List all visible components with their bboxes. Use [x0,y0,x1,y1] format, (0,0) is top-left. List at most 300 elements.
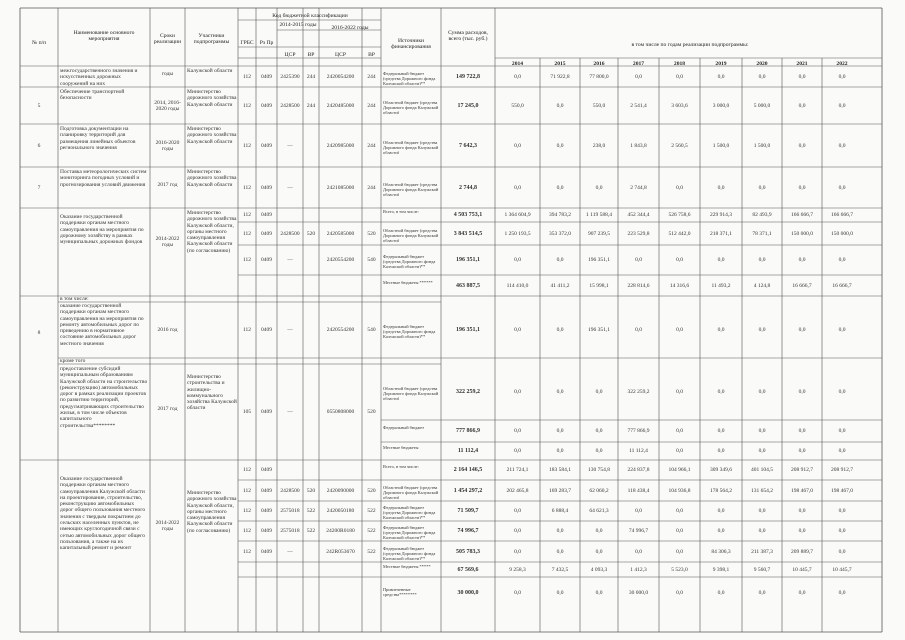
year-value-2016: 77 800,0 [589,73,609,80]
year-value-2019: 218 371,1 [710,230,732,237]
header-period: Сроки реализации [153,33,182,46]
year-value-2020: 211 387,3 [751,548,773,555]
header-no: № п/п [31,40,47,46]
row-participants: Министерство дорожного хозяйства Калужской области [187,169,237,188]
rzpr-cell: 0409 [261,487,272,494]
year-value-2020: 401 104,5 [751,467,773,473]
header-year-2022: 2022 [836,61,848,67]
header-csr-2: ЦСР [335,52,346,58]
year-value-2020: 0,0 [758,327,766,333]
year-value-2017: 223 529,8 [627,230,650,237]
sub2-period: 2017 год [157,406,178,412]
year-value-2019: 229 914,3 [710,212,732,218]
year-value-2021: 208 912,7 [791,467,813,473]
csr1-cell: 2575018 [280,508,300,514]
vr2-cell: 522 [367,528,376,534]
year-value-2022: 0,0 [838,73,846,80]
source-cell: Федеральный бюджет (средства Дорожного фонда Калужской области)** [383,545,436,560]
year-value-2020: 0,0 [758,508,766,514]
year-value-2020: 0,0 [758,257,766,263]
header-year-2017: 2017 [632,61,645,67]
header-name: Наименование основного мероприятия [73,30,135,43]
year-value-2018: 104 936,8 [668,487,691,494]
year-value-2016: 0,0 [595,589,603,596]
block9-name: Оказание государственной поддержки органам местного самоуправления Калужской области на проектирование, строительство, реконструкцию автомобильных дорог общего пользования местного значения с твердым покрытием до сельских населенных пунктов, не имеющих круглогодичной связи с сетью автомобильных дорог общего пользования, а также на их капитальный ремонт и ремонт [60,476,146,552]
vr2-cell: 540 [367,327,376,333]
year-value-2016: 196 351,1 [588,257,610,263]
year-value-2022: 150 000,0 [831,230,853,237]
year-value-2017: 0,0 [635,548,642,555]
block8-period: 2014-2022 годы [155,236,180,249]
year-value-2014: 202 465,8 [506,487,529,494]
year-value-2015: 0,0 [556,548,564,555]
year-value-2014: 211 724,1 [506,467,529,473]
year-value-2018: 0,0 [676,73,683,80]
source-cell: Федеральный бюджет (средства Дорожного фонда Калужской области)** [383,505,436,519]
header-sum: Сумма расходов, всего (тыс. руб.) [448,30,488,43]
vr2-cell: 520 [367,487,376,494]
source-cell: Областной бюджет (средства Дорожного фонда Калужской области) [383,484,439,499]
sum-cell: 196 351,1 [456,327,480,333]
row-name: Подготовка документации на планировку территорий для размещения линейных объектов регионального значения [60,126,136,151]
grbs-cell: 105 [242,409,252,415]
grbs-cell: 112 [242,212,252,218]
year-value-2017: 0,0 [635,508,642,514]
csr1-cell: — [287,184,293,191]
year-value-2017: 322 259,2 [627,389,650,395]
year-value-2014: 550,0 [511,102,524,109]
row-no: 5 [37,102,41,109]
year-value-2018: 0,0 [676,508,683,514]
row-period: 2017 год [157,181,178,188]
rzpr-cell: 0409 [261,142,272,149]
year-value-2014: 0,0 [514,142,521,149]
year-value-2022: 166 666,7 [831,212,853,218]
year-value-2014: 0,0 [514,508,521,514]
year-value-2014: 0,0 [514,428,521,434]
year-value-2014: 0,0 [514,448,521,454]
year-value-2016: 64 621,3 [589,508,609,514]
sum-cell: 30 000,0 [457,589,479,596]
year-value-2020: 9 560,7 [753,566,771,573]
source-cell: Местные бюджеты ****** [383,279,433,285]
grbs-cell: 112 [242,467,252,473]
rzpr-cell: 0409 [261,184,272,191]
year-value-2019: 11 493,2 [711,282,731,289]
year-value-2018: 526 758,6 [668,212,691,218]
year-value-2016: 1 119 588,4 [586,212,612,218]
year-value-2017: 224 837,8 [627,467,650,473]
year-value-2015: 353 372,0 [549,230,571,237]
sum-cell: 777 866,9 [456,428,480,434]
year-value-2014: 0,0 [514,257,521,263]
csr2-cell: 2420054200 [326,73,355,80]
row-period: годы [161,70,174,77]
year-value-2021: 0,0 [798,589,806,596]
year-value-2022: 0,0 [838,528,846,534]
year-value-2019: 1 500,0 [712,142,730,149]
sum-cell: 11 112,4 [457,448,479,454]
grbs-cell: 112 [242,487,252,494]
sum-cell: 17 245,0 [457,102,479,109]
csr2-cell: 242R053670 [326,548,355,555]
year-value-2020: 0,0 [758,73,766,80]
block8-participants: Министерство дорожного хозяйства Калужской области, органы местного самоуправления Калужской области (по согласованию) [187,210,237,254]
year-value-2019: 3 000,0 [712,102,730,109]
year-value-2016: 130 754,8 [588,467,610,473]
year-value-2015: 0,0 [556,389,564,395]
year-value-2014: 0,0 [514,327,521,333]
rzpr-cell: 0409 [261,327,272,333]
year-value-2016: 4 093,3 [590,566,608,573]
year-value-2017: 0,0 [635,73,642,80]
sum-cell: 2 744,8 [459,184,477,191]
year-value-2020: 0,0 [758,184,766,191]
source-cell: Всего, в том числе: [383,209,419,214]
year-value-2018: 0,0 [676,257,683,263]
year-value-2017: 74 996,7 [628,528,649,534]
year-value-2017: 30 000,0 [628,589,649,596]
header-vr-1: ВР [307,52,315,58]
csr1-cell: 2575018 [280,528,300,534]
csr2-cell: 0550808000 [326,409,355,415]
year-value-2022: 208 912,7 [831,467,853,473]
csr1-cell: 2428500 [280,230,300,237]
year-value-2019: 0,0 [717,389,725,395]
year-value-2018: 0,0 [676,548,683,555]
year-value-2020: 0,0 [758,528,766,534]
year-value-2021: 0,0 [798,448,806,454]
csr2-cell: 2420585000 [326,230,355,237]
year-value-2018: 512 442,0 [668,230,691,237]
row-participants: Министерство дорожного хозяйства Калужской области [187,126,237,145]
except-label: кроме того [60,358,86,364]
csr1-cell: — [287,327,293,333]
year-value-2017: 777 866,9 [627,428,650,434]
block9-participants: Министерство дорожного хозяйства Калужской области, органы местного самоуправления Калужской области (по согласованию) [187,490,237,534]
sum-cell: 463 887,5 [456,282,480,289]
sub2-name: предоставление субсидий муниципальным образованиям Калужской области на строительство (реконструкцию) автомобильных дорог в рамках реализации проектов по развитию территорий, предусматривающих строительство жилья, в том числе объектов капитального строительства******** [60,366,148,429]
header-participants: Участники подпрограммы [193,33,230,46]
block9-period: 2014-2022 годы [155,520,180,533]
header-csr-1: ЦСР [284,52,296,58]
year-value-2019: 84 306,3 [711,548,731,555]
year-value-2022: 0,0 [838,102,846,109]
rzpr-cell: 0409 [261,212,272,218]
year-value-2021: 0,0 [798,184,806,191]
year-value-2021: 150 000,0 [791,230,813,237]
year-value-2019: 0,0 [717,448,725,454]
row-no: 7 [37,184,41,191]
year-value-2014: 0,0 [514,528,521,534]
year-value-2021: 166 666,7 [791,212,813,218]
year-value-2021: 0,0 [798,428,806,434]
year-value-2019: 0,0 [717,327,725,333]
year-value-2018: 0,0 [676,184,683,191]
row-period: 2016-2020 годы [155,139,180,152]
source-cell: Федеральный бюджет (средства Дорожного фонда Калужской области)** [383,324,436,338]
header-year-2014: 2014 [511,61,524,67]
year-value-2022: 0,0 [838,184,846,191]
grbs-cell: 112 [242,230,252,237]
year-value-2020: 0,0 [758,389,766,395]
rzpr-cell: 0409 [261,528,272,534]
row-period: 2014, 2016-2020 годы [154,99,181,112]
csr1-cell: 2428500 [280,102,300,109]
rzpr-cell: 0409 [261,409,272,415]
rzpr-cell: 0409 [261,548,272,555]
grbs-cell: 112 [242,528,252,534]
header-year-2021: 2021 [796,61,808,67]
sum-cell: 71 509,7 [457,508,479,514]
grbs-cell: 112 [242,184,252,191]
header-year-2016: 2016 [593,61,605,67]
year-value-2021: 209 889,7 [791,548,813,555]
row-name: Поставка метеорологических систем мониторинга погодных условий и прогнозирования условий движения [60,169,147,188]
vr2-cell: 244 [367,73,376,80]
year-value-2015: 41 411,2 [550,282,570,289]
source-cell: Областной бюджет (средства Дорожного фонда Калужской области) [383,227,439,242]
year-value-2021: 198 467,0 [791,487,813,494]
year-value-2015: 0,0 [556,102,564,109]
year-value-2018: 3 603,6 [671,102,688,109]
vr1-cell: 520 [306,230,316,237]
year-value-2022: 0,0 [838,389,846,395]
year-value-2018: 2 560,5 [671,142,688,149]
grbs-cell: 112 [242,257,252,263]
year-value-2014: 9 258,3 [509,566,526,573]
row-participants: Министерство дорожного хозяйства Калужской области [187,89,237,108]
year-value-2021: 0,0 [798,528,806,534]
source-cell: Областной бюджет (средства Дорожного фонда Калужской области) [383,181,439,196]
rzpr-cell: 0409 [261,102,272,109]
csr2-cell: 2421085000 [326,184,355,191]
source-cell: Областной бюджет (средства Дорожного фонда Калужской области) [383,139,439,154]
year-value-2021: 0,0 [798,73,806,80]
year-value-2020: 5 000,0 [753,102,771,109]
header-2014-2015: 2014-2015 годы [279,22,317,28]
csr2-cell: 24200R0180 [326,528,355,534]
source-cell: Областной бюджет (средства Дорожного фонда Калужской области) [383,99,439,114]
row-name: Обеспечение транспортной безопасности [60,89,125,102]
header-year-2018: 2018 [673,61,686,67]
sum-cell: 67 569,6 [457,566,479,573]
year-value-2016: 0,0 [595,389,603,395]
year-value-2018: 104 966,1 [668,467,691,473]
year-value-2022: 0,0 [838,448,846,454]
vr2-cell: 520 [367,409,376,415]
year-value-2022: 0,0 [838,327,846,333]
year-value-2016: 238,0 [592,142,606,149]
sum-cell: 2 164 146,5 [453,467,483,473]
year-value-2016: 0,0 [595,428,603,434]
year-value-2015: 0,0 [556,528,564,534]
sum-cell: 322 259,2 [456,389,480,395]
grbs-cell: 112 [242,548,252,555]
year-value-2019: 0,0 [717,528,725,534]
year-value-2018: 0,0 [676,528,683,534]
year-value-2022: 0,0 [838,257,846,263]
vr1-cell: 522 [306,528,316,534]
sum-cell: 149 722,8 [456,73,480,80]
year-value-2017: 11 112,4 [629,448,648,454]
header-rzpr: Рз Пр [259,40,274,46]
source-cell: Областной бюджет (средства Дорожного фонда Калужской области) [383,386,439,400]
sub1-name: оказание государственной поддержки органам местного самоуправления на мероприятия по ремонту автомобильных дорог по приведению в нормативное состояние автомобильных дорог местного значения [60,303,144,347]
source-cell: Федеральный бюджет [383,425,425,430]
year-value-2017: 452 344,4 [627,212,650,218]
vr2-cell: 244 [367,184,376,191]
sum-cell: 3 843 514,5 [453,230,483,237]
rzpr-cell: 0409 [261,257,272,263]
row-name: межгосударственного значения и искусственных дорожных сооружений на них [60,68,138,86]
sum-cell: 7 642,3 [459,142,477,149]
source-cell: Привлеченные средства******** [383,586,417,597]
year-value-2022: 0,0 [838,428,846,434]
vr2-cell: 244 [367,102,376,109]
year-value-2016: 0,0 [595,184,603,191]
source-cell: Всего, в том числе: [383,464,419,469]
year-value-2016: 196 351,1 [588,327,610,333]
year-value-2018: 0,0 [676,428,683,434]
year-value-2015: 0,0 [556,428,564,434]
sum-cell: 1 454 297,2 [453,487,483,494]
year-value-2014: 0,0 [514,548,521,555]
vr1-cell: 522 [306,508,316,514]
sub2-participants: Министерство строительства и жилищно-коммунального хозяйства Калужской области [187,374,237,412]
year-value-2019: 0,0 [717,589,725,596]
csr2-cell: 2420554200 [326,257,355,263]
vr2-cell: 244 [367,142,376,149]
year-value-2016: 0,0 [595,548,603,555]
year-value-2022: 0,0 [838,589,846,596]
csr2-cell: 2420485000 [326,102,355,109]
year-value-2017: 118 438,4 [627,487,650,494]
incl-label: в том числе: [60,296,89,302]
year-value-2019: 0,0 [717,428,725,434]
year-value-2020: 0,0 [758,448,766,454]
header-sources: Источники финансирования [391,38,431,51]
year-value-2015: 0,0 [556,184,564,191]
year-value-2016: 15 998,1 [589,282,609,289]
rzpr-cell: 0409 [261,508,272,514]
year-value-2017: 1 843,8 [630,142,647,149]
year-value-2016: 550,0 [592,102,606,109]
vr1-cell: 244 [306,102,316,109]
year-value-2015: 6 888,4 [551,508,569,514]
year-value-2017: 228 814,6 [627,282,650,289]
vr1-cell: 244 [306,73,316,80]
year-value-2014: 114 410,0 [506,282,529,289]
grbs-cell: 112 [242,102,252,109]
year-value-2020: 82 493,9 [752,212,772,218]
year-value-2017: 0,0 [635,257,642,263]
header-incl: в том числе по годам реализации подпрограммы: [631,42,749,48]
source-cell: Федеральный бюджет (средства Дорожного фонда Калужской области)** [383,254,436,268]
year-value-2015: 0,0 [556,448,564,454]
year-value-2022: 0,0 [838,142,846,149]
year-value-2021: 10 445,7 [792,566,812,573]
row-no: 6 [37,142,41,149]
year-value-2014: 0,0 [514,184,521,191]
year-value-2022: 198 467,0 [831,487,853,494]
source-cell: Федеральный бюджет (средства Дорожного фонда Калужской области)** [383,70,436,85]
grbs-cell: 112 [242,508,252,514]
year-value-2021: 0,0 [798,508,806,514]
year-value-2016: 0,0 [595,528,603,534]
header-year-2020: 2020 [756,61,768,67]
year-value-2014: 0,0 [514,73,521,80]
year-value-2019: 9 398,1 [712,566,730,573]
csr1-cell: 2425390 [280,73,300,80]
year-value-2017: 0,0 [635,327,642,333]
csr1-cell: — [287,257,293,263]
header-budget-class: Код бюджетной классификации [272,13,348,19]
year-value-2018: 14 316,6 [669,282,690,289]
vr2-cell: 540 [367,257,376,263]
year-value-2018: 0,0 [676,327,683,333]
csr1-cell: — [287,548,293,555]
rzpr-cell: 0409 [261,73,272,80]
year-value-2017: 2 744,8 [630,184,647,191]
sum-cell: 4 503 753,1 [453,212,483,218]
year-value-2022: 0,0 [838,508,846,514]
sum-cell: 196 351,1 [456,257,480,263]
year-value-2014: 0,0 [514,589,521,596]
header-year-2015: 2015 [554,61,566,67]
vr2-cell: 520 [367,230,376,237]
year-value-2014: 0,0 [514,389,521,395]
year-value-2019: 0,0 [717,184,725,191]
year-value-2015: 0,0 [556,142,564,149]
year-value-2015: 0,0 [556,589,564,596]
source-cell: Местные бюджеты ***** [383,563,431,569]
rzpr-cell: 0409 [261,230,272,237]
year-value-2015: 0,0 [556,327,564,333]
year-value-2020: 78 371,1 [752,230,772,237]
source-cell: Местные бюджеты [383,445,419,450]
year-value-2018: 5 523,0 [671,566,688,573]
year-value-2016: 62 060,2 [589,487,609,494]
year-value-2018: 0,0 [676,448,683,454]
rzpr-cell: 0409 [261,467,272,473]
vr1-cell: 520 [306,487,316,494]
year-value-2021: 0,0 [798,327,806,333]
year-value-2020: 0,0 [758,428,766,434]
year-value-2017: 1 412,3 [630,566,647,573]
year-value-2019: 309 349,6 [710,467,732,473]
year-value-2022: 10 445,7 [832,566,852,573]
year-value-2016: 907 239,5 [588,230,610,237]
year-value-2015: 183 584,1 [549,467,571,473]
year-value-2017: 2 541,4 [630,102,647,109]
grbs-cell: 112 [242,327,252,333]
year-value-2020: 4 124,8 [753,282,771,289]
header-2016-2022: 2016-2022 годы [331,25,369,31]
year-value-2015: 7 432,5 [551,566,569,573]
year-value-2019: 178 564,2 [710,487,732,494]
header-year-2019: 2019 [715,61,727,67]
year-value-2015: 169 283,7 [549,487,571,494]
year-value-2020: 131 654,2 [751,487,773,494]
csr1-cell: 2428500 [280,487,300,494]
row-no: 8 [37,330,41,336]
year-value-2021: 0,0 [798,389,806,395]
year-value-2021: 16 666,7 [792,282,812,289]
year-value-2021: 0,0 [798,142,806,149]
source-cell: Федеральный бюджет (средства Дорожного фонда Калужской области)** [383,525,436,539]
sum-cell: 74 996,7 [457,528,479,534]
